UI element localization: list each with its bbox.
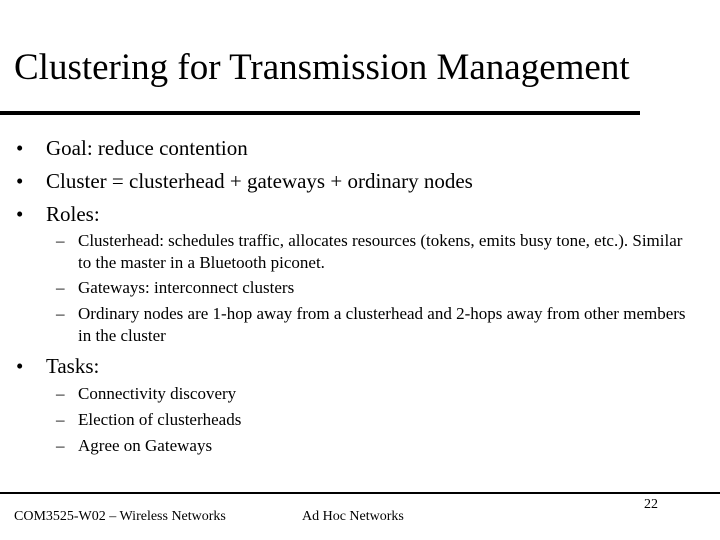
sub-bullet-text: Ordinary nodes are 1-hop away from a clusterhead and 2-hops away from other members in the cluster xyxy=(78,304,686,345)
sub-bullet-text: Election of clusterheads xyxy=(78,410,242,429)
sub-bullet-marker: – xyxy=(56,384,65,403)
sub-bullet-marker: – xyxy=(56,278,65,297)
sub-bullet-text: Connectivity discovery xyxy=(78,384,237,403)
sub-bullet-connectivity xyxy=(56,383,696,405)
sub-bullet-clusterhead xyxy=(56,230,696,274)
sub-bullet-election xyxy=(56,409,696,431)
footer-course: COM3525-W02 – Wireless Networks xyxy=(14,509,226,524)
sub-bullet-text: Clusterhead: schedules traffic, allocates resources (tokens, emits busy tone, etc.). Similar to the master in a Bluetooth piconet. xyxy=(78,231,683,272)
bullet-marker: • xyxy=(16,354,24,378)
sub-bullet-marker: – xyxy=(56,436,65,455)
slide-title: Clustering for Transmission Management xyxy=(14,47,630,88)
sub-bullet-ordinary-nodes xyxy=(56,303,696,347)
page-number: 22 xyxy=(644,497,658,512)
sub-bullet-text: Agree on Gateways xyxy=(78,436,213,455)
sub-bullet-gateways xyxy=(56,277,696,299)
sub-bullet-marker: – xyxy=(56,231,65,250)
bullet-marker: • xyxy=(16,202,24,226)
footer-topic: Ad Hoc Networks xyxy=(302,509,404,524)
sub-bullet-gateways-agree xyxy=(56,435,696,457)
bullet-text: Cluster = clusterhead + gateways + ordinary nodes xyxy=(46,169,473,193)
bullet-marker: • xyxy=(16,136,24,160)
bullet-text: Roles: xyxy=(46,202,100,226)
sub-bullet-marker: – xyxy=(56,410,65,429)
title-underline xyxy=(0,111,640,115)
bullet-text: Goal: reduce contention xyxy=(46,136,248,160)
footer-divider xyxy=(0,492,720,494)
bullet-marker: • xyxy=(16,169,24,193)
sub-bullet-text: Gateways: interconnect clusters xyxy=(78,278,295,297)
sub-bullet-marker: – xyxy=(56,304,65,323)
bullet-text: Tasks: xyxy=(46,354,100,378)
